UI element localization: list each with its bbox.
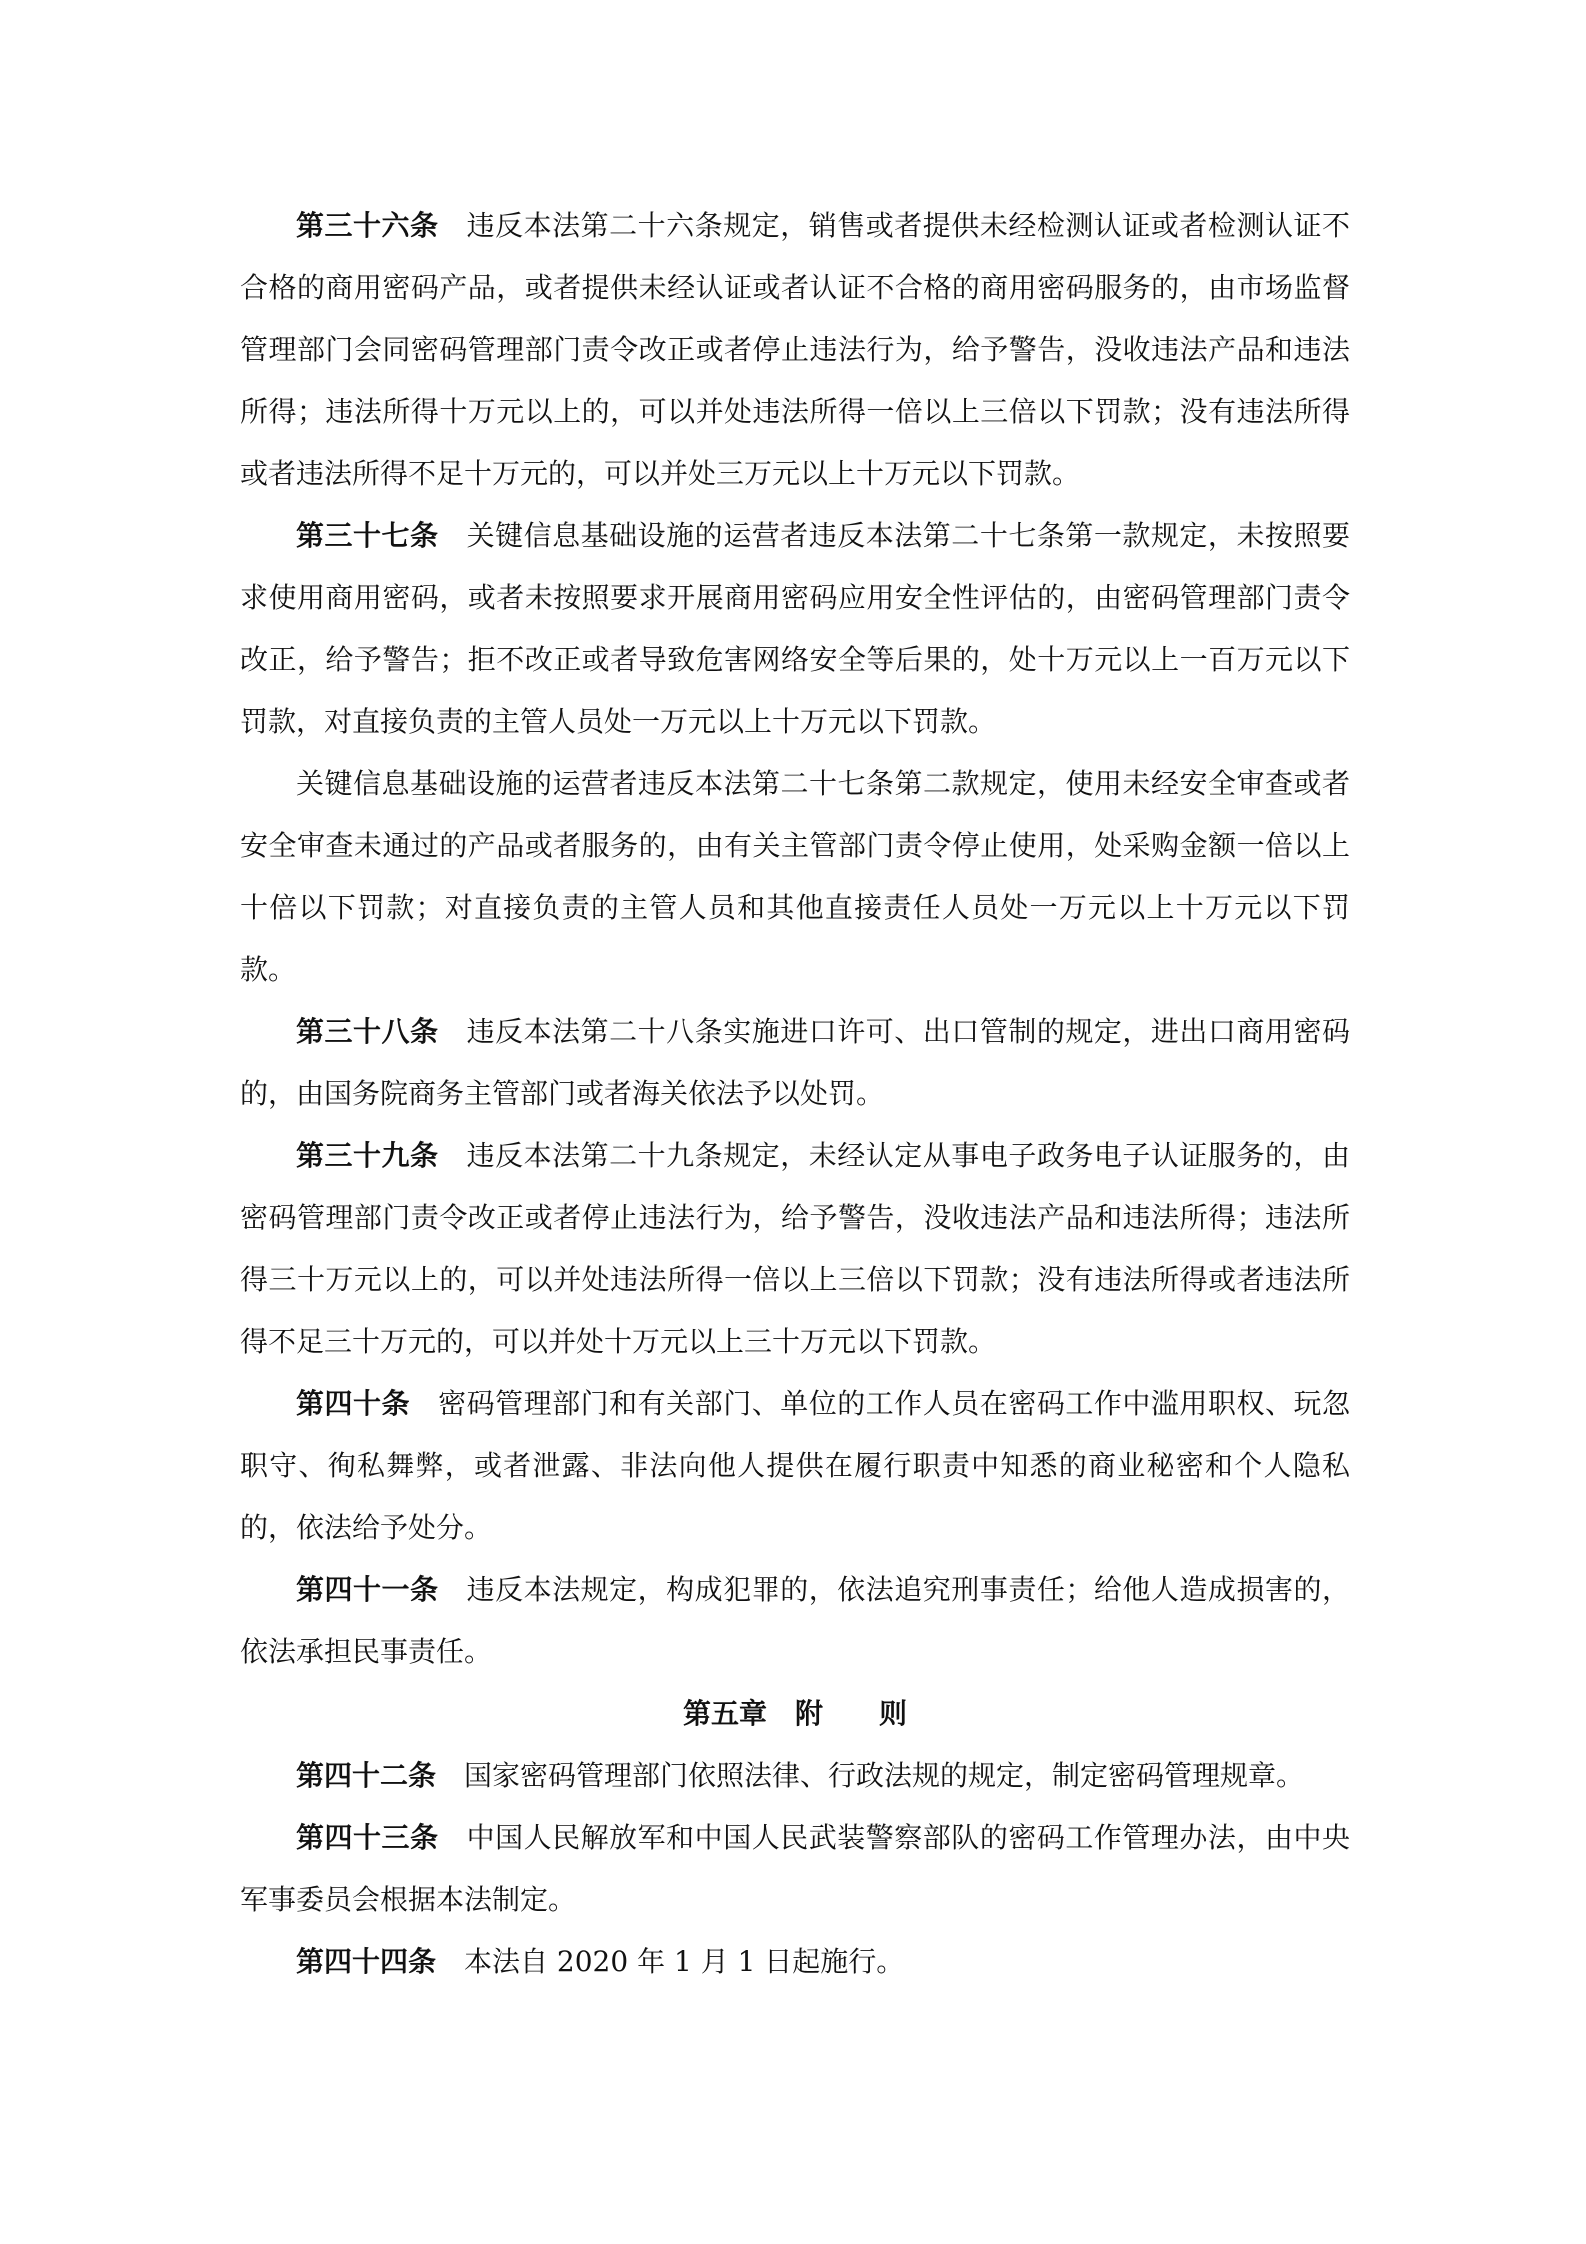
article-41 xyxy=(240,1559,1350,1683)
article-39 xyxy=(240,1125,1350,1373)
article-text: 违反本法第二十六条规定，销售或者提供未经检测认证或者检测认证不合格的商用密码产品，或者提供未经认证或者认证不合格的商用密码服务的，由市场监督管理部门会同密码管理部门责令改正或者停止违法行为，给予警告，没收违法产品和违法所得；违法所得十万元以上的，可以并处违法所得一倍以上三倍以下罚款；没有违法所得或者违法所得不足十万元的，可以并处三万元以上十万元以下罚款。 xyxy=(240,209,1350,490)
article-number: 第三十八条 xyxy=(296,1015,439,1048)
article-37-paragraph-2 xyxy=(240,753,1350,1001)
article-42 xyxy=(240,1745,1350,1807)
article-text: 违反本法规定，构成犯罪的，依法追究刑事责任；给他人造成损害的，依法承担民事责任。 xyxy=(240,1573,1350,1668)
article-37 xyxy=(240,505,1350,753)
article-36 xyxy=(240,195,1350,505)
article-44 xyxy=(240,1931,1350,1993)
chapter-number: 第五章 xyxy=(682,1697,767,1730)
document-page xyxy=(240,195,1350,1993)
article-text: 关键信息基础设施的运营者违反本法第二十七条第二款规定，使用未经安全审查或者安全审查未通过的产品或者服务的，由有关主管部门责令停止使用，处采购金额一倍以上十倍以下罚款；对直接负责的主管人员和其他直接责任人员处一万元以上十万元以下罚款。 xyxy=(240,767,1350,986)
article-number: 第三十七条 xyxy=(296,519,439,552)
article-text: 关键信息基础设施的运营者违反本法第二十七条第一款规定，未按照要求使用商用密码，或者未按照要求开展商用密码应用安全性评估的，由密码管理部门责令改正，给予警告；拒不改正或者导致危害网络安全等后果的，处十万元以上一百万元以下罚款，对直接负责的主管人员处一万元以上十万元以下罚款。 xyxy=(240,519,1350,738)
article-43 xyxy=(240,1807,1350,1931)
article-number: 第三十六条 xyxy=(296,209,439,242)
article-number: 第四十四条 xyxy=(296,1945,437,1978)
article-number: 第四十三条 xyxy=(296,1821,439,1854)
article-number: 第四十二条 xyxy=(296,1759,437,1792)
chapter-title: 附 则 xyxy=(795,1697,908,1730)
article-text: 国家密码管理部门依照法律、行政法规的规定，制定密码管理规章。 xyxy=(464,1759,1305,1792)
chapter-heading xyxy=(240,1683,1350,1745)
article-text: 违反本法第二十九条规定，未经认定从事电子政务电子认证服务的，由密码管理部门责令改正或者停止违法行为，给予警告，没收违法产品和违法所得；违法所得三十万元以上的，可以并处违法所得一倍以上三倍以下罚款；没有违法所得或者违法所得不足三十万元的，可以并处十万元以上三十万元以下罚款。 xyxy=(240,1139,1350,1358)
article-text: 本法自 2020 年 1 月 1 日起施行。 xyxy=(464,1945,905,1978)
article-number: 第四十一条 xyxy=(296,1573,439,1606)
article-number: 第三十九条 xyxy=(296,1139,439,1172)
article-text: 违反本法第二十八条实施进口许可、出口管制的规定，进出口商用密码的，由国务院商务主管部门或者海关依法予以处罚。 xyxy=(240,1015,1350,1110)
article-number: 第四十条 xyxy=(296,1387,411,1420)
article-text: 密码管理部门和有关部门、单位的工作人员在密码工作中滥用职权、玩忽职守、徇私舞弊，或者泄露、非法向他人提供在履行职责中知悉的商业秘密和个人隐私的，依法给予处分。 xyxy=(240,1387,1350,1544)
article-40 xyxy=(240,1373,1350,1559)
article-text: 中国人民解放军和中国人民武装警察部队的密码工作管理办法，由中央军事委员会根据本法制定。 xyxy=(240,1821,1350,1916)
article-38 xyxy=(240,1001,1350,1125)
